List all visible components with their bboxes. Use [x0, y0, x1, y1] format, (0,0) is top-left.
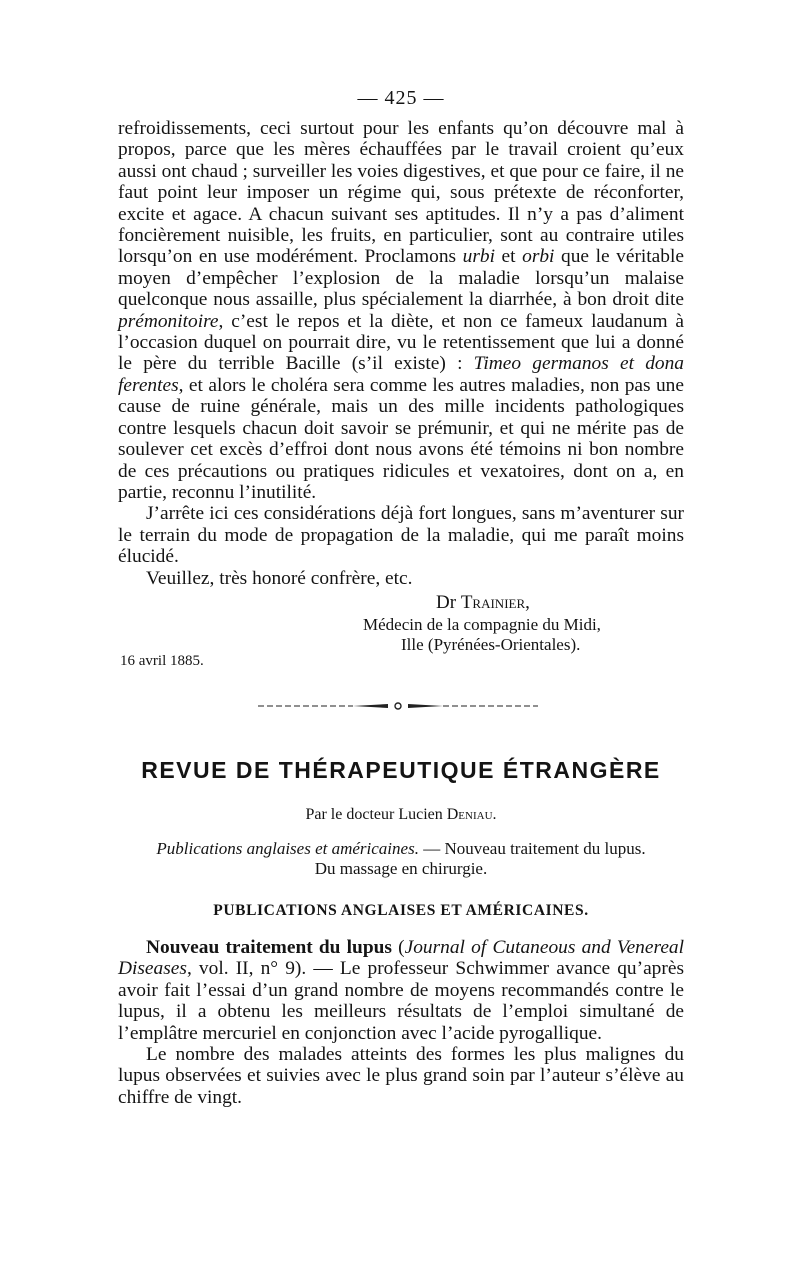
paragraph-continued [118, 118, 684, 503]
document-page [118, 86, 684, 1108]
signature-role: Médecin de la compagnie du Midi, [363, 614, 601, 634]
article-paragraph: Le nombre des malades atteints des formes les plus malignes du lupus observées et suivies avec le plus grand soin par l’auteur s’élève au chiffre de vingt. [118, 1043, 684, 1108]
subsection-title: PUBLICATIONS ANGLAISES ET AMÉRICAINES. [213, 901, 589, 919]
title-prefix: Dr [436, 591, 457, 613]
section-title: REVUE DE THÉRAPEUTIQUE ÉTRANGÈRE [141, 756, 661, 783]
summary-rest: — Nouveau traitement du lupus. [418, 838, 646, 858]
text-run: , c’est le repos et la diète, et non ce fameux laudanum à l’occasion duquel on pourrait dire, vu le retentissement que lui a donné le père du terrible Bacille (s’il existe) : [118, 310, 684, 375]
text-run: , et alors le choléra sera comme les autres maladies, non pas une cause de ruine générale, mais un des mille incidents pathologiques contre lesquels chacun doit savoir se prémunir, et qui ne mérite pas de soulever cet excès d’effroi dont nous avons été témoins ni bon nombre de ces précautions ou pratiques ridicules et vexatoires, dont on a, en partie, reconnu l’inutilité. [118, 374, 684, 503]
journal-title: Journal of Cutaneous and Venereal Diseases [118, 936, 685, 980]
section-byline [118, 805, 684, 825]
letter-date: 16 avril 1885. [120, 652, 204, 669]
section-summary [118, 839, 684, 879]
article-lead: Nouveau traitement du lupus [146, 936, 392, 958]
page-number: — 425 — [357, 87, 445, 109]
byline-name: Deniau. [446, 805, 497, 823]
text-run: que le véritable moyen d’empêcher l’explosion de la maladie lorsqu’un malaise quelconque nous assaille, plus spécialement la diarrhée, à bon droit dite [118, 246, 684, 311]
text-run: ( [391, 936, 405, 958]
paragraph-closing: J’arrête ici ces considérations déjà fort longues, sans m’aventurer sur le terrain du mode de propagation de la maladie, qui me paraît moins élucidé. [118, 503, 684, 568]
italic-premonitoire: prémonitoire [118, 310, 219, 332]
signature-place: Ille (Pyrénées-Orientales). [401, 634, 581, 654]
text-run: , vol. II, n° 9). — Le professeur Schwimmer avance qu’après avoir fait l’essai d’un grand nombre de moyens recommandés contre le lupus, il a obtenu les meilleurs résultats de l’emploi simultané de l’emplâtre mercuriel en conjonction avec l’acide pyrogallique. [118, 958, 684, 1044]
ornamental-divider [258, 702, 538, 710]
signature-block [118, 591, 684, 669]
author-name: Trainier, [460, 591, 530, 613]
byline-prefix: Par le docteur Lucien [305, 805, 447, 823]
italic-urbi: urbi [462, 246, 495, 268]
italic-orbi: orbi [522, 246, 555, 268]
text-run: refroidissements, ceci surtout pour les enfants qu’on découvre mal à propos, parce que les mères échauffées par le travail croient qu’eux aussi ont chaud ; surveiller les voies digestives, et que pour ce faire, il ne faut point leur imposer un régime qui, sous prétexte de réconforter, excite et agace. A chacun suivant ses aptitudes. Il n’y a pas d’aliment foncièrement nuisible, les fruits, en particulier, sont au contraire utiles lorsqu’on en use modérément. Proclamons [118, 118, 684, 268]
article-paragraph [118, 937, 684, 1044]
summary-rest: Du massage en chirurgie. [314, 858, 488, 878]
text-run: et [494, 246, 523, 268]
summary-italic: Publications anglaises et américaines. [156, 838, 419, 858]
italic-quote: Timeo germanos et dona ferentes [118, 353, 684, 396]
paragraph-salutation: Veuillez, très honoré confrère, etc. [146, 567, 413, 589]
signature-name [436, 592, 530, 613]
